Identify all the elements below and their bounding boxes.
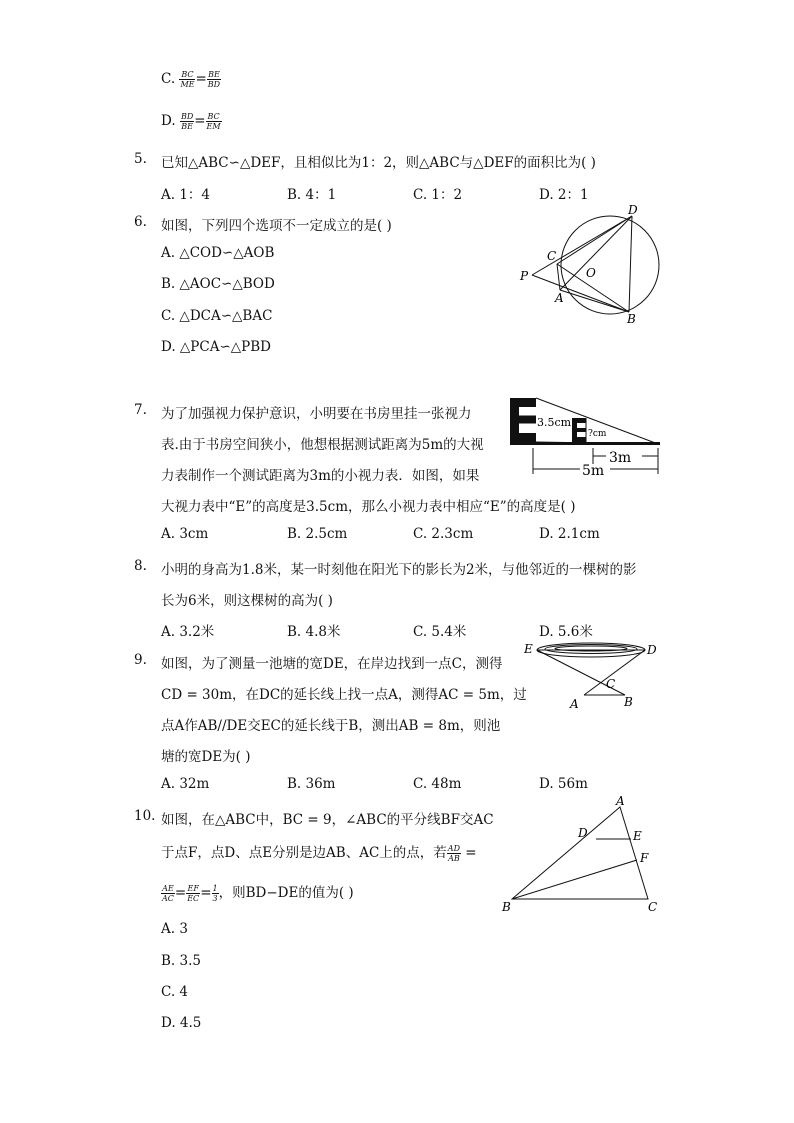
q7-eye-chart-figure [504, 392, 664, 478]
label-d: D [647, 643, 657, 657]
label-e: E [633, 829, 642, 843]
question-line: CD = 30m，在DC的延长线上找一点A，测得AC = 5m，过 [161, 687, 527, 703]
question-text: 如图，下列四个选项不一定成立的是( ) [161, 218, 392, 234]
question-line: $\frac{AE}{AC}$ = $\frac{EF}{EC}$ = $\frac{1}{3}$ ，则BD−DE的值为( ) [162, 884, 354, 903]
label-d: D [628, 203, 638, 217]
label-a: A [570, 697, 579, 711]
label-o: O [586, 266, 596, 280]
question-number: 7. [134, 402, 147, 418]
question-number: 9. [134, 652, 147, 668]
option-d[interactable]: D. 2：1 [539, 187, 589, 203]
question-line: 塘的宽DE为( ) [161, 749, 251, 765]
option-c[interactable]: C. △DCA∽△BAC [161, 308, 273, 324]
label-a: A [616, 795, 625, 808]
q9-pond-figure [520, 636, 662, 714]
label-d: D [578, 826, 588, 840]
option-b[interactable]: B. △AOC∽△BOD [161, 276, 275, 292]
option-b[interactable]: B. 3.5 [161, 953, 201, 969]
question-line: 力表制作一个测试距离为3m的小视力表．如图，如果 [161, 468, 480, 484]
option-a[interactable]: A. 3cm [161, 526, 209, 542]
label-c: C [648, 900, 658, 914]
option-a[interactable]: A. △COD∽△AOB [161, 245, 275, 261]
question-number: 8. [134, 558, 147, 574]
option-d[interactable]: D. 56m [539, 776, 588, 792]
question-line: 表.由于书房空间狭小，他想根据测试距离为5m的大视 [161, 437, 484, 453]
small-e-icon [572, 418, 586, 442]
q10-triangle-figure [500, 795, 664, 917]
question-line: 为了加强视力保护意识，小明要在书房里挂一张视力 [161, 406, 472, 422]
question-line: 长为6米，则这棵树的高为( ) [161, 593, 333, 609]
option-c[interactable]: C. 48m [413, 776, 462, 792]
question-line: 于点F，点D、点E分别是边AB、AC上的点，若 $\frac{AD}{AB}$ = [161, 844, 477, 863]
big-e-icon [510, 398, 536, 442]
label-b: B [624, 695, 633, 709]
label-a: A [555, 291, 564, 305]
question-number: 6. [134, 214, 147, 230]
option-a[interactable]: A. 3.2米 [161, 624, 215, 640]
question-line: 如图，为了测量一池塘的宽DE，在岸边找到一点C，测得 [161, 656, 503, 672]
question-line: 如图，在△ABC中，BC = 9，∠ABC的平分线BF交AC [161, 812, 494, 828]
fraction: $\frac{AD}{AB}$ [447, 844, 460, 863]
option-b[interactable]: B. 2.5cm [287, 526, 348, 542]
q4-option-c: C. $\frac{BC}{ME}$ = $\frac{BE}{BD}$ [161, 70, 221, 89]
label-small-height: ?cm [588, 429, 607, 439]
question-text: ，则BD−DE的值为( ) [218, 885, 354, 901]
label-f: F [640, 851, 649, 865]
question-line: 点A作AB//DE交EC的延长线于B，测出AB = 8m，则池 [161, 718, 501, 734]
question-number: 5. [134, 151, 147, 167]
question-line: 大视力表中“E”的高度是3.5cm，那么小视力表中相应“E”的高度是( ) [161, 499, 576, 515]
option-c[interactable]: C. 1：2 [413, 187, 463, 203]
label-c: C [606, 677, 616, 691]
option-d[interactable]: D. 4.5 [161, 1015, 202, 1031]
option-a[interactable]: A. 3 [161, 921, 188, 937]
label-b: B [502, 900, 511, 914]
option-a[interactable]: A. 1：4 [161, 187, 211, 203]
option-a[interactable]: A. 32m [161, 776, 210, 792]
label-5m: 5m [582, 463, 605, 478]
option-c[interactable]: C. 4 [161, 984, 189, 1000]
label-big-height: 3.5cm [537, 416, 572, 429]
option-b[interactable]: B. 4：1 [287, 187, 337, 203]
option-c[interactable]: C. 5.4米 [413, 624, 467, 640]
q6-circle-figure [512, 202, 672, 326]
option-b[interactable]: B. 36m [287, 776, 336, 792]
label-3m: 3m [609, 450, 632, 466]
fraction: $\frac{AE}{AC}$ [162, 884, 174, 903]
label-e: E [524, 642, 533, 656]
label-p: P [520, 269, 529, 283]
label-c: C [547, 249, 557, 263]
option-c[interactable]: C. 2.3cm [413, 526, 474, 542]
option-d[interactable]: D. 5.6米 [539, 624, 593, 640]
fraction: $\frac{1}{3}$ [212, 884, 218, 903]
label-b: B [627, 312, 636, 326]
question-number: 10. [134, 808, 156, 824]
option-d[interactable]: D. 2.1cm [539, 526, 600, 542]
question-text: 已知△ABC∽△DEF，且相似比为1：2，则△ABC与△DEF的面积比为( ) [161, 155, 596, 171]
option-b[interactable]: B. 4.8米 [287, 624, 341, 640]
fraction: $\frac{EF}{EC}$ [187, 884, 200, 903]
option-d[interactable]: D. △PCA∽△PBD [161, 339, 271, 355]
q4-option-d: D. $\frac{BD}{BE}$ = $\frac{BC}{EM}$ [161, 112, 221, 131]
question-text: 于点F，点D、点E分别是边AB、AC上的点，若 [161, 845, 447, 861]
question-line: 小明的身高为1.8米，某一时刻他在阳光下的影长为2米，与他邻近的一棵树的影 [161, 562, 637, 578]
